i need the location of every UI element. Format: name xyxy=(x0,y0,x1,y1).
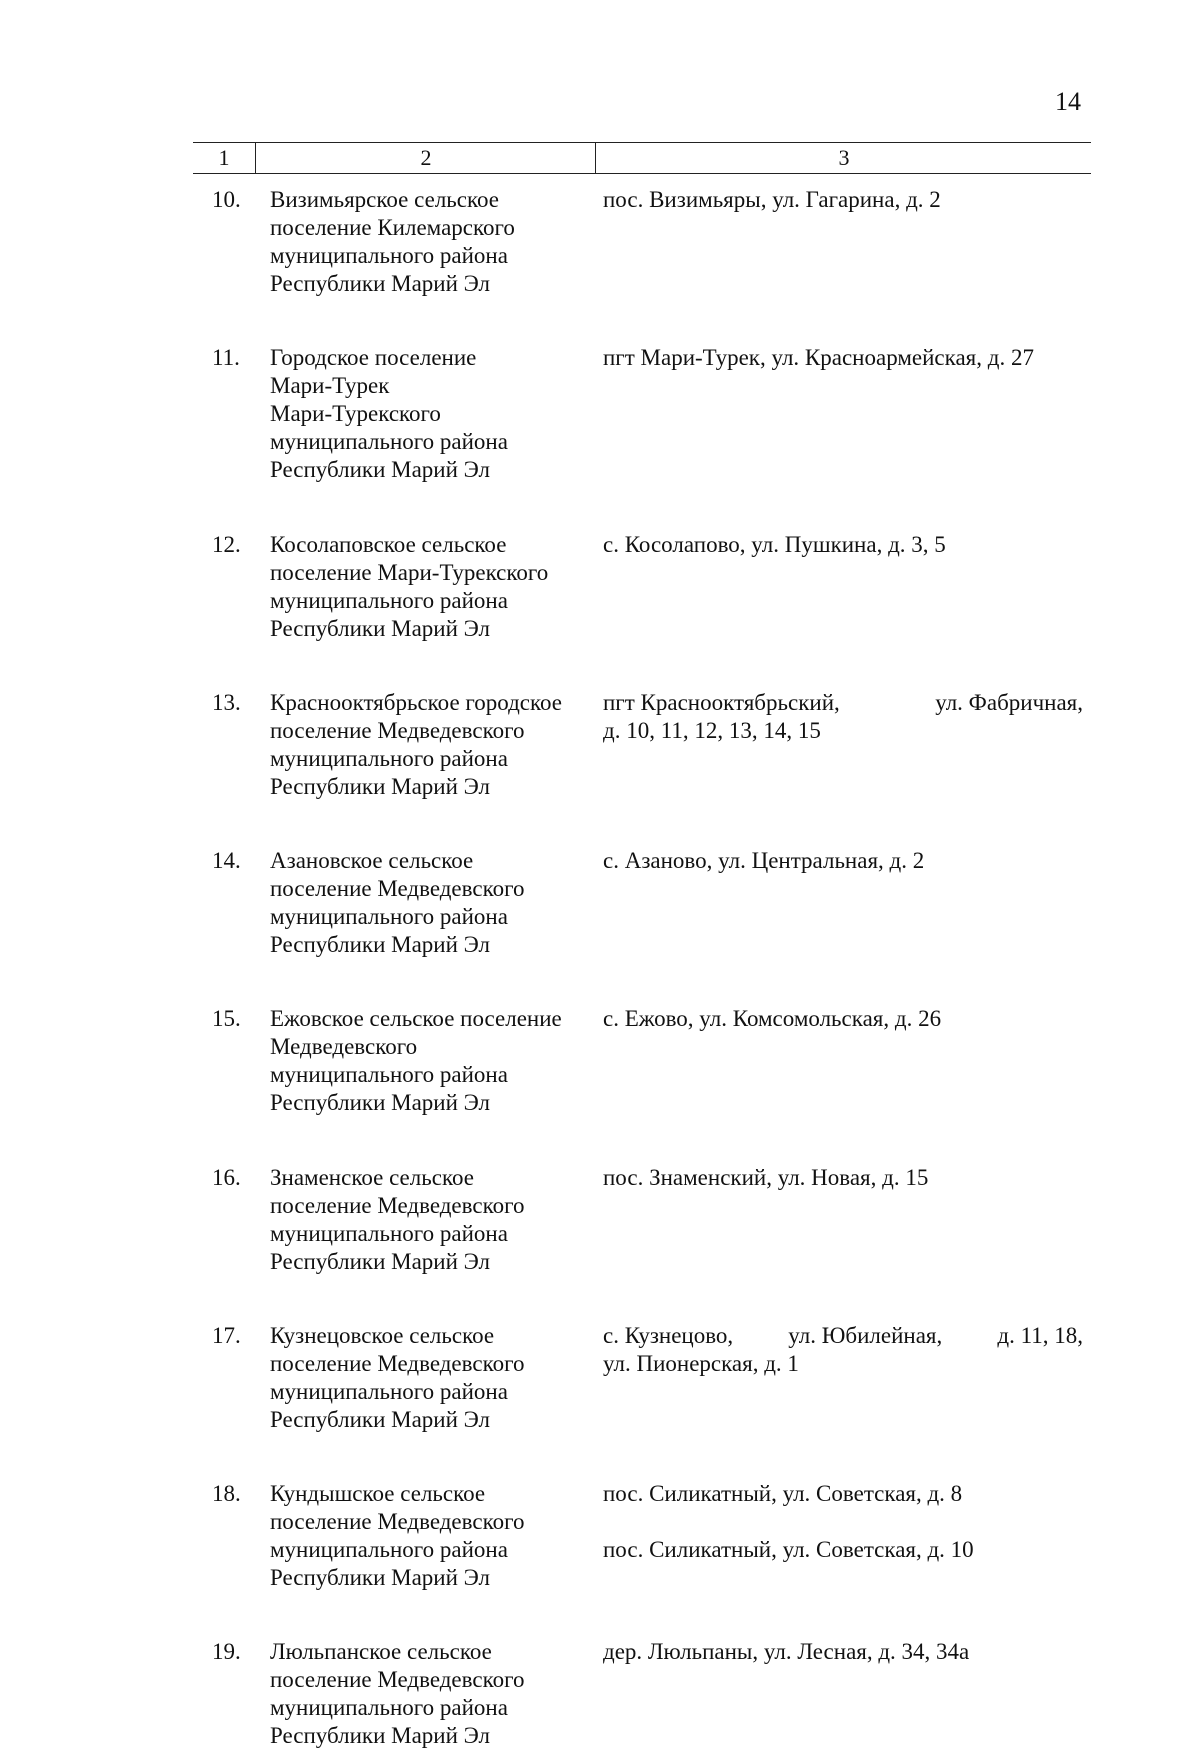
settlement-name-line: Республики Марий Эл xyxy=(270,1723,491,1749)
address-part: с. Ежово, ул. Комсомольская, д. 26 xyxy=(603,1006,942,1032)
row-number: 15. xyxy=(212,1006,241,1032)
settlement-name-line: Мари-Турек xyxy=(270,373,390,399)
address-line xyxy=(603,1638,1083,1666)
settlement-name-line: Республики Марий Эл xyxy=(270,1564,491,1590)
address-line xyxy=(603,186,1083,214)
settlement-name-line: Мари-Турекского xyxy=(270,401,441,427)
row-number: 10. xyxy=(212,187,241,212)
address-part: д. 10, 11, 12, 13, 14, 15 xyxy=(603,717,821,743)
settlement-name xyxy=(270,847,600,959)
settlement-name xyxy=(270,531,600,643)
settlement-name-line: муниципального района xyxy=(270,429,508,455)
settlement-name-line: муниципального района xyxy=(270,1220,508,1246)
address xyxy=(603,1638,1083,1666)
page-number: 14 xyxy=(1055,87,1081,116)
settlement-name xyxy=(270,1322,600,1434)
address-part: пос. Знаменский, ул. Новая, д. 15 xyxy=(603,1164,929,1190)
settlement-name-line: Республики Марий Эл xyxy=(270,1406,491,1432)
address-part: с. Кузнецово, xyxy=(603,1322,734,1348)
settlement-name-line: Визимьярское сельское xyxy=(270,187,499,212)
address-part: пгт Краснооктябрьский, xyxy=(603,689,840,715)
settlement-name-line: Кундышское сельское xyxy=(270,1480,486,1506)
address-part: с. Косолапово, ул. Пушкина, д. 3, 5 xyxy=(603,531,946,557)
address xyxy=(603,1005,1083,1033)
address-line xyxy=(603,344,1083,372)
settlement-name-line: Краснооктябрьское городское xyxy=(270,689,563,715)
settlement-name-line: Республики Марий Эл xyxy=(270,773,491,799)
settlement-name-line: поселение Медведевского xyxy=(270,1508,525,1534)
settlement-name xyxy=(270,689,600,801)
address-part: с. Азаново, ул. Центральная, д. 2 xyxy=(603,848,925,874)
address-line xyxy=(603,1480,1083,1508)
settlement-name-line: муниципального района xyxy=(270,1536,508,1562)
address-part: ул. Фабричная, xyxy=(935,689,1083,715)
settlement-name-line: муниципального района xyxy=(270,1062,508,1088)
settlement-name-line: поселение Мари-Турекского xyxy=(270,559,549,585)
settlement-name-line: поселение Килемарского xyxy=(270,215,515,240)
row-number: 12. xyxy=(212,531,241,557)
settlement-name-line: Азановское сельское xyxy=(270,848,474,874)
settlement-name-line: муниципального района xyxy=(270,1378,508,1404)
address xyxy=(603,1322,1083,1378)
settlement-name xyxy=(270,1480,600,1592)
address-line xyxy=(603,1350,1083,1378)
address-line xyxy=(603,1536,1083,1564)
address xyxy=(603,1164,1083,1192)
settlement-name-line: Знаменское сельское xyxy=(270,1164,474,1190)
settlement-name-line: Республики Марий Эл xyxy=(270,1090,491,1116)
header-col-2: 2 xyxy=(255,143,596,173)
settlement-name-line: Республики Марий Эл xyxy=(270,271,491,296)
address xyxy=(603,531,1083,559)
address-part: пос. Силикатный, ул. Советская, д. 10 xyxy=(603,1536,974,1562)
row-number: 18. xyxy=(212,1480,241,1506)
row-number: 13. xyxy=(212,689,241,715)
header-col-3: 3 xyxy=(595,143,1092,173)
header-col-1: 1 xyxy=(218,145,230,170)
settlement-name-line: Косолаповское сельское xyxy=(270,531,507,557)
settlement-name-line: поселение Медведевского xyxy=(270,1350,525,1376)
settlement-name-line: муниципального района xyxy=(270,243,508,268)
address-gap xyxy=(603,1508,1083,1536)
address-part: ул. Пионерская, д. 1 xyxy=(603,1350,799,1376)
settlement-name-line: поселение Медведевского xyxy=(270,1192,525,1218)
address-part: пгт Мари-Турек, ул. Красноармейская, д. 27 xyxy=(603,345,1034,371)
address-part: пос. Визимьяры, ул. Гагарина, д. 2 xyxy=(603,187,941,212)
address-part: ул. Юбилейная, xyxy=(788,1322,943,1348)
settlement-name xyxy=(270,1164,600,1276)
address-line xyxy=(603,847,1083,875)
address-line xyxy=(603,531,1083,559)
address-line xyxy=(603,1005,1083,1033)
settlement-name-line: Республики Марий Эл xyxy=(270,1248,491,1274)
address xyxy=(603,186,1083,214)
settlement-name-line: муниципального района xyxy=(270,587,508,613)
address-part: дер. Люльпаны, ул. Лесная, д. 34, 34а xyxy=(603,1639,970,1665)
row-number: 17. xyxy=(212,1322,241,1348)
address-line xyxy=(603,1322,1083,1350)
address xyxy=(603,689,1083,745)
settlement-name-line: Люльпанское сельское xyxy=(270,1639,492,1665)
settlement-name xyxy=(270,1638,600,1750)
table-header xyxy=(193,142,1091,174)
settlement-name-line: муниципального района xyxy=(270,904,508,930)
settlement-name xyxy=(270,344,600,484)
settlement-name-line: поселение Медведевского xyxy=(270,717,525,743)
address-line xyxy=(603,717,1083,745)
settlement-name-line: Медведевского xyxy=(270,1034,418,1060)
settlement-name-line: Республики Марий Эл xyxy=(270,457,491,483)
settlement-name-line: Республики Марий Эл xyxy=(270,932,491,958)
row-number: 11. xyxy=(212,345,240,371)
address-part: д. 11, 18, xyxy=(997,1322,1083,1348)
settlement-name-line: поселение Медведевского xyxy=(270,876,525,902)
settlement-name-line: Городское поселение xyxy=(270,345,477,371)
row-number: 14. xyxy=(212,848,241,874)
address xyxy=(603,847,1083,875)
address-part: пос. Силикатный, ул. Советская, д. 8 xyxy=(603,1480,963,1506)
settlement-name-line: Ежовское сельское поселение xyxy=(270,1006,562,1032)
settlement-name-line: поселение Медведевского xyxy=(270,1667,525,1693)
address-line xyxy=(603,1164,1083,1192)
row-number: 19. xyxy=(212,1639,241,1665)
settlement-name-line: Кузнецовское сельское xyxy=(270,1322,495,1348)
row-number: 16. xyxy=(212,1164,241,1190)
settlement-name-line: муниципального района xyxy=(270,1695,508,1721)
settlement-name-line: муниципального района xyxy=(270,745,508,771)
settlement-name xyxy=(270,1005,600,1117)
address xyxy=(603,344,1083,372)
address xyxy=(603,1480,1083,1564)
settlement-name-line: Республики Марий Эл xyxy=(270,615,491,641)
address-line xyxy=(603,689,1083,717)
settlement-name xyxy=(270,186,600,298)
